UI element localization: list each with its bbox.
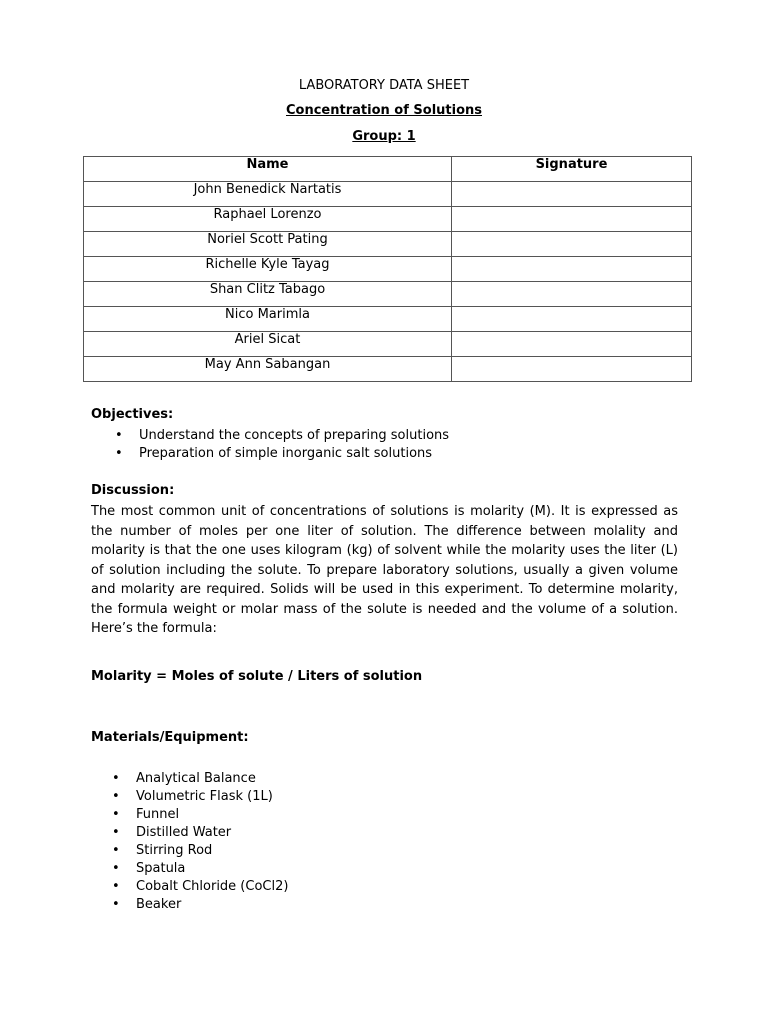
list-item: • Preparation of simple inorganic salt solutions [115, 445, 449, 463]
materials-heading: Materials/Equipment: [91, 730, 249, 745]
signature-cell [452, 257, 692, 282]
member-name: Ariel Sicat [84, 332, 452, 357]
list-item: • Understand the concepts of preparing solutions [115, 427, 449, 445]
signature-cell [452, 182, 692, 207]
list-item: • Volumetric Flask (1L) [112, 788, 288, 806]
molarity-formula: Molarity = Moles of solute / Liters of solution [91, 669, 423, 684]
document-title: LABORATORY DATA SHEET [298, 78, 470, 93]
list-item: • Spatula [112, 860, 288, 878]
member-name: Richelle Kyle Tayag [84, 257, 452, 282]
table-row [84, 307, 692, 332]
table-row [84, 257, 692, 282]
list-item: • Analytical Balance [112, 770, 288, 788]
group-label: Group: 1 [352, 129, 416, 144]
materials-list [112, 770, 288, 914]
table-row [84, 182, 692, 207]
table-row [84, 232, 692, 257]
member-name: John Benedick Nartatis [84, 182, 452, 207]
signature-cell [452, 332, 692, 357]
discussion-heading: Discussion: [91, 483, 175, 498]
signature-cell [452, 282, 692, 307]
discussion-paragraph: The most common unit of concentrations of solutions is molarity (M). It is expressed as the number of moles per one liter of solution. The difference between molality and molarity is that the one uses kilogram (kg) of solvent while the molarity uses the liter (L) of solution including the solute. To prepare laboratory solutions, usually a given volume and molarity are required. Solids will be used in this experiment. To determine molarity, the formula weight or molar mass of the solute is needed and the volume of a solution. Here’s the formula: [91, 504, 678, 636]
signature-cell [452, 307, 692, 332]
signature-cell [452, 207, 692, 232]
table-header-row [84, 157, 692, 182]
list-item: • Stirring Rod [112, 842, 288, 860]
member-name: Shan Clitz Tabago [84, 282, 452, 307]
objectives-heading: Objectives: [91, 407, 174, 422]
member-name: Nico Marimla [84, 307, 452, 332]
members-table [83, 156, 692, 382]
table-row [84, 357, 692, 382]
objectives-list [115, 427, 449, 463]
list-item: • Beaker [112, 896, 288, 914]
signature-column-header: Signature [452, 157, 692, 182]
document-subtitle: Concentration of Solutions [286, 103, 482, 118]
table-row [84, 207, 692, 232]
list-item: • Funnel [112, 806, 288, 824]
signature-cell [452, 232, 692, 257]
name-column-header: Name [84, 157, 452, 182]
signature-cell [452, 357, 692, 382]
table-row [84, 282, 692, 307]
member-name: May Ann Sabangan [84, 357, 452, 382]
list-item: • Distilled Water [112, 824, 288, 842]
member-name: Noriel Scott Pating [84, 232, 452, 257]
list-item: • Cobalt Chloride (CoCl2) [112, 878, 288, 896]
table-row [84, 332, 692, 357]
member-name: Raphael Lorenzo [84, 207, 452, 232]
